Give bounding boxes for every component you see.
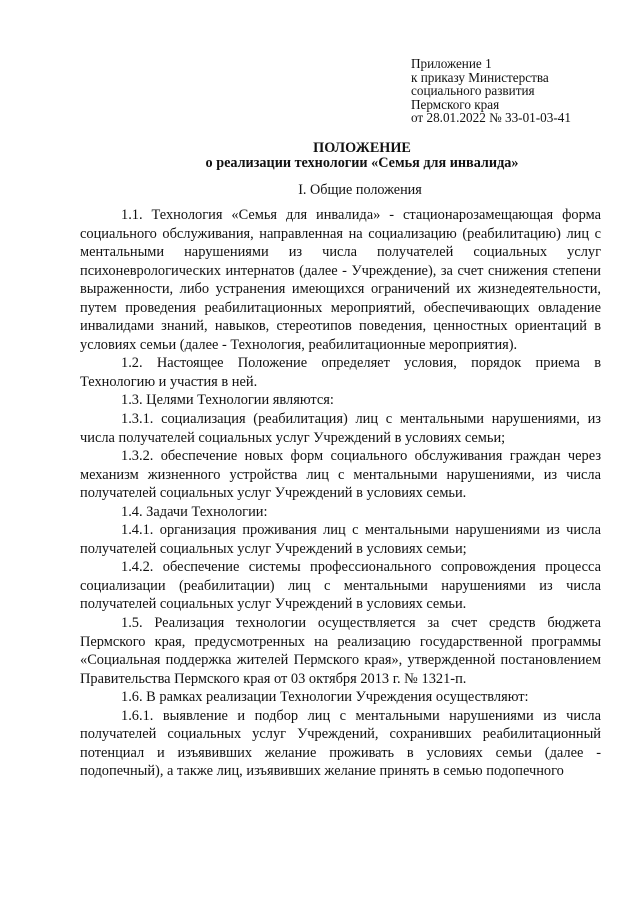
section-heading: I. Общие положения — [298, 182, 422, 198]
paragraph-1-5: 1.5. Реализация технологии осуществляется за счет средств бюджета Пермского края, предусмотренных на реализацию государственной программы «Социальная поддержка жителей Пермского края», утвержденной постановлением Правительства Пермского края от 03 октября 2013 г. № 1321-п. — [80, 615, 601, 687]
document-title — [0, 141, 640, 171]
appendix-block — [411, 57, 571, 125]
appendix-line-2: к приказу Министерства — [411, 69, 549, 85]
appendix-line-5: от 28.01.2022 № 33-01-03-41 — [411, 110, 571, 126]
paragraph-1-2: 1.2. Настоящее Положение определяет условия, порядок приема в Технологию и участия в ней. — [80, 355, 601, 390]
appendix-line-1: Приложение 1 — [411, 56, 492, 71]
paragraph-1-4-2: 1.4.2. обеспечение системы профессионального сопровождения процесса социализации (реабилитации) лиц с ментальными нарушениями из числа получателей социальных услуг Учреждений в условиях семьи. — [80, 559, 601, 613]
appendix-line-4: Пермского края — [411, 96, 500, 112]
paragraph-1-6-1: 1.6.1. выявление и подбор лиц с ментальными нарушениями из числа получателей социальных услуг Учреждений, сохранивших реабилитационный потенциал и изъявивших желание проживать в условиях семьи (далее - подопечный), а также лиц, изъявивших желание принять в семью подопечного — [80, 707, 601, 780]
paragraph-1-1: 1.1. Технология «Семья для инвалида» - стационарозамещающая форма социального обслуживания, направленная на социализацию (реабилитацию) лиц с ментальными нарушениями из числа получателей социальных услуг психоневрологических интернатов (далее - Учреждение), за счет снижения степени выраженности, либо устранения имеющихся ограничений их жизнедеятельности, путем проведения реабилитационных мероприятий, обеспечивающих овладение инвалидами знаний, навыков, стереотипов поведения, ценностных ориентаций в условиях семьи (далее - Технология, реабилитационные мероприятия). — [80, 207, 601, 353]
paragraph-1-3-1: 1.3.1. социализация (реабилитация) лиц с ментальными нарушениями, из числа получателей социальных услуг Учреждений в условиях семьи; — [80, 411, 601, 446]
title-heading: ПОЛОЖЕНИЕ — [313, 140, 411, 156]
paragraph-1-4-1: 1.4.1. организация проживания лиц с ментальными нарушениями из числа получателей социальных услуг Учреждений в условиях семьи; — [80, 522, 601, 557]
paragraph-1-6: 1.6. В рамках реализации Технологии Учреждения осуществляют: — [121, 689, 529, 706]
title-subheading: о реализации технологии «Семья для инвалида» — [205, 155, 519, 171]
paragraph-1-4: 1.4. Задачи Технологии: — [121, 503, 268, 520]
document-body — [80, 206, 601, 781]
paragraph-1-3-2: 1.3.2. обеспечение новых форм социального обслуживания граждан через механизм жизненного устройства лиц с ментальными нарушениями, из числа получателей социальных услуг Учреждений в условиях семьи. — [80, 448, 601, 502]
paragraph-1-3: 1.3. Целями Технологии являются: — [121, 392, 334, 409]
appendix-line-3: социального развития — [411, 83, 535, 99]
